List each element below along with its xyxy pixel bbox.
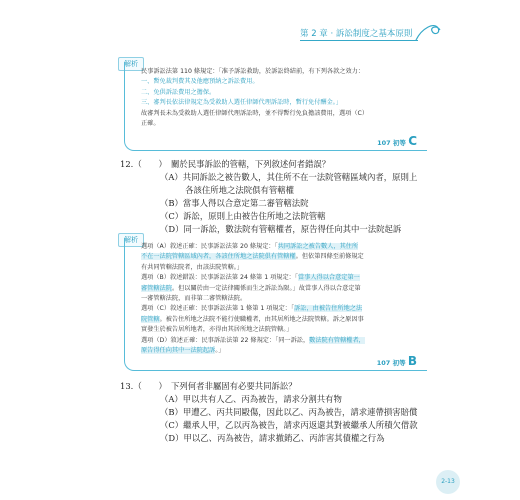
explanation-line xyxy=(141,294,421,304)
explanation-line: 正確。 xyxy=(141,120,160,128)
answer-tag xyxy=(377,354,417,368)
chapter-title: 第 2 章 ‧ 訴訟制度之基本原則 xyxy=(300,29,413,39)
question-stem: 12.（ ） 關於民事訴訟的管轄，下列敘述何者錯誤？ xyxy=(120,159,331,169)
explanation-text: 。但依第四條至前條規定 xyxy=(295,253,364,261)
explanation-text: 。但以關於由一定法律關係而生之訴訟為限。」故當事人得以合意定第 xyxy=(171,284,361,292)
explanation-text: 有共同管轄法院者，由該法院管轄。」 xyxy=(141,263,244,271)
option-b: （B）甲遭乙、丙共同毆傷，因此以乙、丙為被告，請求連帶損害賠償 xyxy=(160,407,418,417)
explanation-label: 解析 xyxy=(118,57,144,71)
explanation-text: 選項（C）敘述正確：民事訴訟法第 1 條第 1 項規定：「 xyxy=(141,305,295,313)
explanation-line xyxy=(141,315,421,325)
option-d: （D）同一訴訟，數法院有管轄權者，原告得任向其中一法院起訴 xyxy=(160,224,402,234)
explanation-line: 一、暫免裁判費其及他應預納之訴訟費用。 xyxy=(141,78,259,86)
highlighted-text: 不在一法院管轄區域內者，各該住所地之法院俱有管轄權 xyxy=(141,253,296,261)
highlighted-text: 共同訴訟之被告數人，其住所 xyxy=(277,243,359,250)
explanation-line xyxy=(141,284,421,294)
option-c: （C）繼承人甲，乙以丙為被告，請求丙返還其對被繼承人所積欠借款 xyxy=(160,420,418,430)
option-a-cont: 各該住所地之法院俱有管轄權 xyxy=(160,185,294,195)
explanation-line: 故審判長未為受救助人選任律師代理訴訟時，並不得暫行免負擔該費用，選項（C） xyxy=(141,109,369,117)
header-rule xyxy=(300,40,418,41)
explanation-line xyxy=(141,273,421,283)
explanation-line xyxy=(141,252,421,262)
explanation-text: 選項（B）敘述錯誤：民事訴訟法第 24 條第 1 項規定：「 xyxy=(141,274,298,282)
explanation-line: 三、審判長依法律規定為受救助人選任律師代理訴訟時，暫行免付酬金。」 xyxy=(141,99,343,107)
highlighted-text: 原告得任向其中一法院起訴 xyxy=(141,347,216,355)
explanation-text: 實發生於被告居所地者，亦得由其居所地之法院管轄。」 xyxy=(141,326,293,334)
highlighted-text: 院管轄 xyxy=(141,315,160,323)
explanation-box-1 xyxy=(124,62,427,151)
highlighted-text: 當事人得以合意定第一 xyxy=(297,274,360,282)
exam-source: 107 初等 xyxy=(376,359,408,367)
highlighted-text: 數法院有管轄權者， xyxy=(309,336,365,344)
option-a: （A）甲以共有人乙、丙為被告，請求分割共有物 xyxy=(160,394,342,404)
highlighted-text: 審管轄法院 xyxy=(141,284,172,292)
highlighted-text: 訴訟，由被告住所地之法 xyxy=(294,305,363,313)
option-a: （A）共同訴訟之被告數人，其住所不在一法院管轄區域內者，原則上 xyxy=(160,172,418,182)
explanation-line xyxy=(141,336,421,346)
explanation-line: 二、免供訴訟費用之擔保。 xyxy=(141,88,216,96)
explanation-line: 民事訴訟法第 110 條規定：「准予訴訟救助，於訴訟終結前，有下列各款之效力： xyxy=(141,68,365,75)
explanation-text: 一審管轄法院，而非第二審管轄法院。 xyxy=(141,295,247,303)
explanation-text: 選項（D）敘述正確：民事訴訟法第 22 條規定：「同一訴訟， xyxy=(141,336,310,344)
explanation-line xyxy=(141,263,421,273)
question-stem: 13.（ ） 下列何者非屬固有必要共同訴訟？ xyxy=(120,381,297,391)
option-b: （B）當事人得以合意定第二審管轄法院 xyxy=(160,198,309,208)
explanation-text: 。」 xyxy=(215,347,225,355)
answer-letter: B xyxy=(407,354,417,368)
exam-source: 107 初等 xyxy=(377,139,409,147)
explanation-line xyxy=(141,242,421,252)
explanation-box-2 xyxy=(124,238,427,371)
explanation-text: 選項（A）敘述正確：民事訴訟法第 20 條規定：「 xyxy=(141,243,278,250)
swirl-ornament-icon xyxy=(414,18,444,42)
answer-tag xyxy=(377,134,417,148)
answer-letter: C xyxy=(408,134,417,148)
option-c: （C）訴訟，原則上由被告住所地之法院管轄 xyxy=(160,211,326,221)
explanation-label: 解析 xyxy=(118,233,144,247)
page-number: 2-13 xyxy=(436,470,460,494)
explanation-line xyxy=(141,304,421,314)
explanation-line xyxy=(141,325,421,335)
option-d: （D）甲以乙、丙為被告，請求撤銷乙、丙詐害其債權之行為 xyxy=(160,433,385,443)
explanation-text: 。被告住所地之法院不能行使職權者，由其居所地之法院管轄。訴之原因事 xyxy=(159,315,364,323)
